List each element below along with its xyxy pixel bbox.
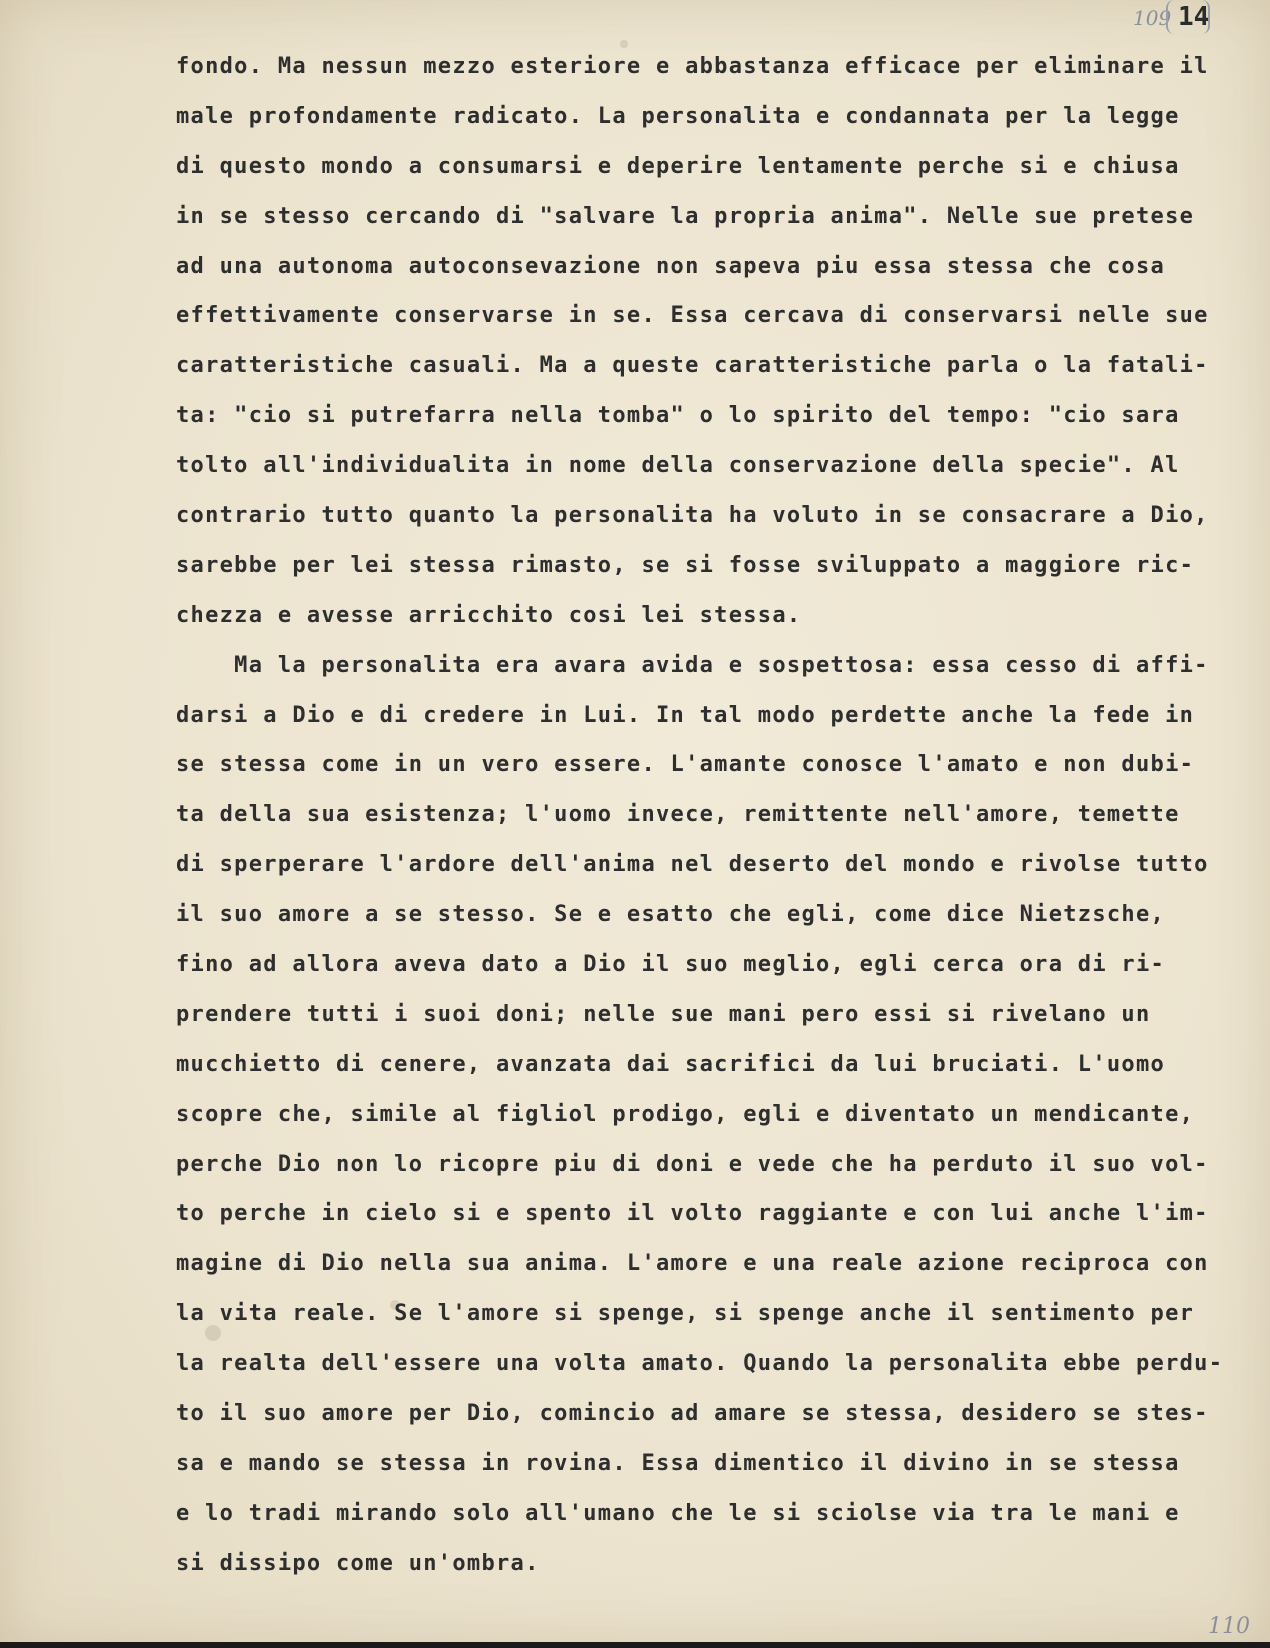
- text-line: mucchietto di cenere, avanzata dai sacrifici da lui bruciati. L'uomo: [176, 1051, 1166, 1077]
- text-line: si dissipo come un'ombra.: [176, 1550, 540, 1576]
- text-line: sarebbe per lei stessa rimasto, se si fosse sviluppato a maggiore ric-: [176, 552, 1195, 578]
- text-line: se stessa come in un vero essere. L'amante conosce l'amato e non dubi-: [176, 752, 1195, 778]
- text-line: di sperperare l'ardore dell'anima nel deserto del mondo e rivolse tutto: [176, 852, 1209, 878]
- text-line: fondo. Ma nessun mezzo esteriore e abbastanza efficace per eliminare il: [176, 54, 1209, 79]
- text-line: scopre che, simile al figliol prodigo, egli e diventato un mendicante,: [176, 1101, 1195, 1127]
- text-line: la realta dell'essere una volta amato. Quando la personalita ebbe perdu-: [176, 1351, 1224, 1377]
- text-line: darsi a Dio e di credere in Lui. In tal modo perdette anche la fede in: [176, 702, 1195, 728]
- pencil-page-number: 109: [1133, 6, 1172, 30]
- scan-bottom-edge: [0, 1642, 1270, 1648]
- text-line: ad una autonoma autoconsevazione non sapeva piu essa stessa che cosa: [176, 253, 1166, 279]
- text-line: in se stesso cercando di "salvare la propria anima". Nelle sue pretese: [176, 203, 1195, 229]
- text-line: contrario tutto quanto la personalita ha voluto in se consacrare a Dio,: [176, 503, 1209, 529]
- text-line: ta: "cio si putrefarra nella tomba" o lo spirito del tempo: "cio sara: [176, 403, 1180, 429]
- text-line: sa e mando se stessa in rovina. Essa dimentico il divino in se stessa: [176, 1450, 1180, 1476]
- text-line: tolto all'individualita in nome della conservazione della specie". Al: [176, 453, 1180, 479]
- text-line: e lo tradi mirando solo all'umano che le si sciolse via tra le mani e: [176, 1500, 1180, 1526]
- text-line: perche Dio non lo ricopre piu di doni e vede che ha perduto il suo vol-: [176, 1151, 1209, 1177]
- text-line: ta della sua esistenza; l'uomo invece, remittente nell'amore, temette: [176, 802, 1180, 828]
- text-line: Ma la personalita era avara avida e sospettosa: essa cesso di affi-: [176, 652, 1209, 678]
- text-line: caratteristiche casuali. Ma a queste caratteristiche parla o la fatali-: [176, 353, 1209, 379]
- text-line: chezza e avesse arricchito cosi lei stessa.: [176, 602, 802, 628]
- text-line: la vita reale. Se l'amore si spenge, si spenge anche il sentimento per: [176, 1301, 1195, 1327]
- text-line: male profondamente radicato. La personalita e condannata per la legge: [176, 103, 1180, 129]
- text-line: di questo mondo a consumarsi e deperire lentamente perche si e chiusa: [176, 153, 1180, 179]
- text-line: il suo amore a se stesso. Se e esatto che egli, come dice Nietzsche,: [176, 902, 1166, 928]
- text-line: effettivamente conservarse in se. Essa cercava di conservarsi nelle sue: [176, 303, 1209, 329]
- text-line: to il suo amore per Dio, comincio ad amare se stessa, desidero se stes-: [176, 1401, 1209, 1427]
- typed-page-number: 14: [1178, 2, 1210, 32]
- footer-pencil-page-number: 110: [1208, 1614, 1250, 1639]
- body-text: [176, 42, 1246, 1589]
- text-line: fino ad allora aveva dato a Dio il suo meglio, egli cerca ora di ri-: [176, 952, 1166, 978]
- text-line: prendere tutti i suoi doni; nelle sue mani pero essi si rivelano un: [176, 1001, 1151, 1027]
- text-line: magine di Dio nella sua anima. L'amore e una reale azione reciproca con: [176, 1251, 1209, 1277]
- text-line: to perche in cielo si e spento il volto raggiante e con lui anche l'im-: [176, 1201, 1209, 1227]
